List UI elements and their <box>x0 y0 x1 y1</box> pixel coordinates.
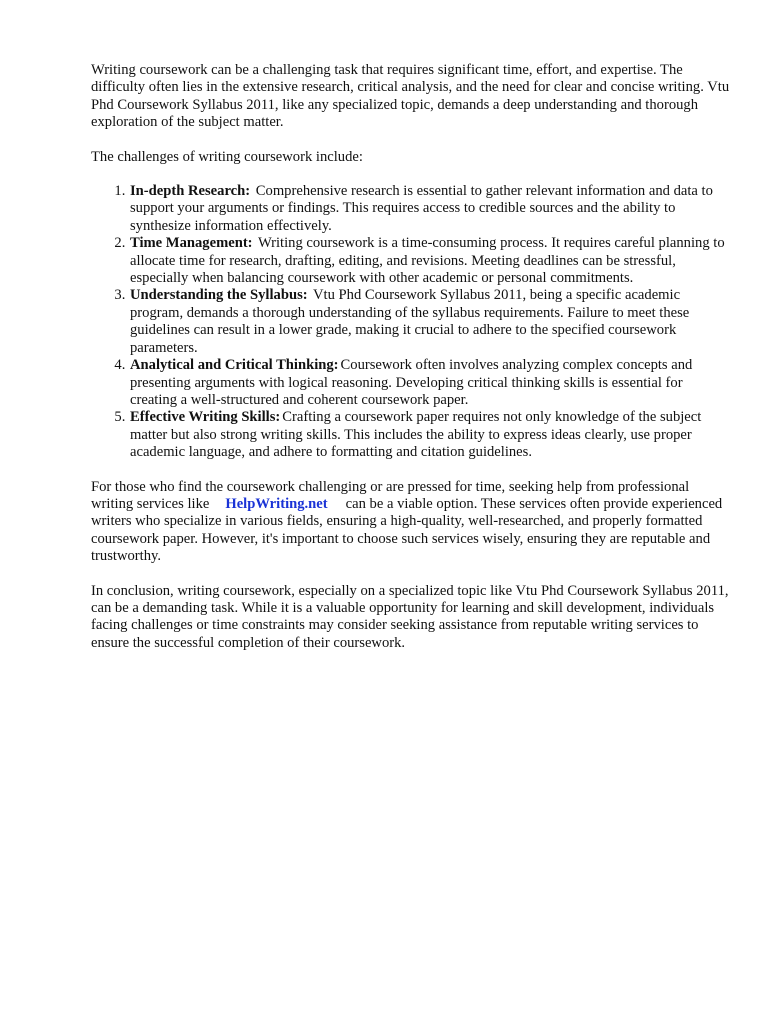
challenges-lead: The challenges of writing coursework include: <box>91 148 363 165</box>
help-text-after: can be a viable option. These services often provide experienced writers who specialize in various fields, ensuring a high-quality, well-researched, and properly formatted coursework paper. However, it's important to choose such services wisely, ensuring they are reputable and trustworthy. <box>91 495 723 565</box>
intro-paragraph: Writing coursework can be a challenging task that requires significant time, effort, and expertise. The difficulty often lies in the extensive research, critical analysis, and the need for clear and concise writing. Vtu Phd Coursework Syllabus 2011, like any specialized topic, demands a deep understanding and thorough exploration of the subject matter. <box>91 62 730 131</box>
list-item-term: Time Management: <box>130 235 253 252</box>
list-item-text: Writing coursework is a time-consuming process. It requires careful planning to allocate time for research, drafting, editing, and revisions. Meeting deadlines can be stressful, especially when balancing coursework with other academic or personal commitments. <box>130 235 725 287</box>
list-item-text: Comprehensive research is essential to gather relevant information and data to support your arguments or findings. This requires access to credible sources and the ability to synthesize information effectively. <box>130 183 713 234</box>
list-item-text: Coursework often involves analyzing complex concepts and presenting arguments with logical reasoning. Developing critical thinking skills is essential for creating a well-structured and coherent coursework paper. <box>130 357 693 408</box>
helpwriting-link[interactable]: HelpWriting.net <box>225 495 328 512</box>
help-paragraph <box>91 479 731 566</box>
list-item-text: Crafting a coursework paper requires not only knowledge of the subject matter but also strong writing skills. This includes the ability to express ideas clearly, use proper academic language, and adhere to formatting and citation guidelines. <box>130 409 702 461</box>
list-item <box>129 357 731 409</box>
document-page <box>91 62 731 669</box>
conclusion-paragraph: In conclusion, writing coursework, especially on a specialized topic like Vtu Phd Coursework Syllabus 2011, can be a demanding task. While it is a valuable opportunity for learning and skill development, individuals facing challenges or time constraints may consider seeking assistance from reputable writing services to ensure the successful completion of their coursework. <box>91 582 729 651</box>
list-item-text: Vtu Phd Coursework Syllabus 2011, being a specific academic program, demands a thorough understanding of the syllabus requirements. Failure to meet these guidelines can result in a lower grade, making it crucial to adhere to the specified coursework parameters. <box>130 287 690 356</box>
list-item <box>129 409 731 461</box>
list-item <box>129 183 731 235</box>
list-item <box>129 235 731 287</box>
help-text-before: For those who find the coursework challenging or are pressed for time, seeking help from professional writing services like <box>91 478 690 512</box>
list-item-term: In-depth Research: <box>130 183 251 200</box>
list-item-term: Analytical and Critical Thinking: <box>130 357 339 374</box>
list-item-term: Understanding the Syllabus: <box>130 287 308 304</box>
list-item <box>129 287 731 357</box>
list-item-term: Effective Writing Skills: <box>130 409 281 426</box>
challenges-list <box>91 183 731 462</box>
